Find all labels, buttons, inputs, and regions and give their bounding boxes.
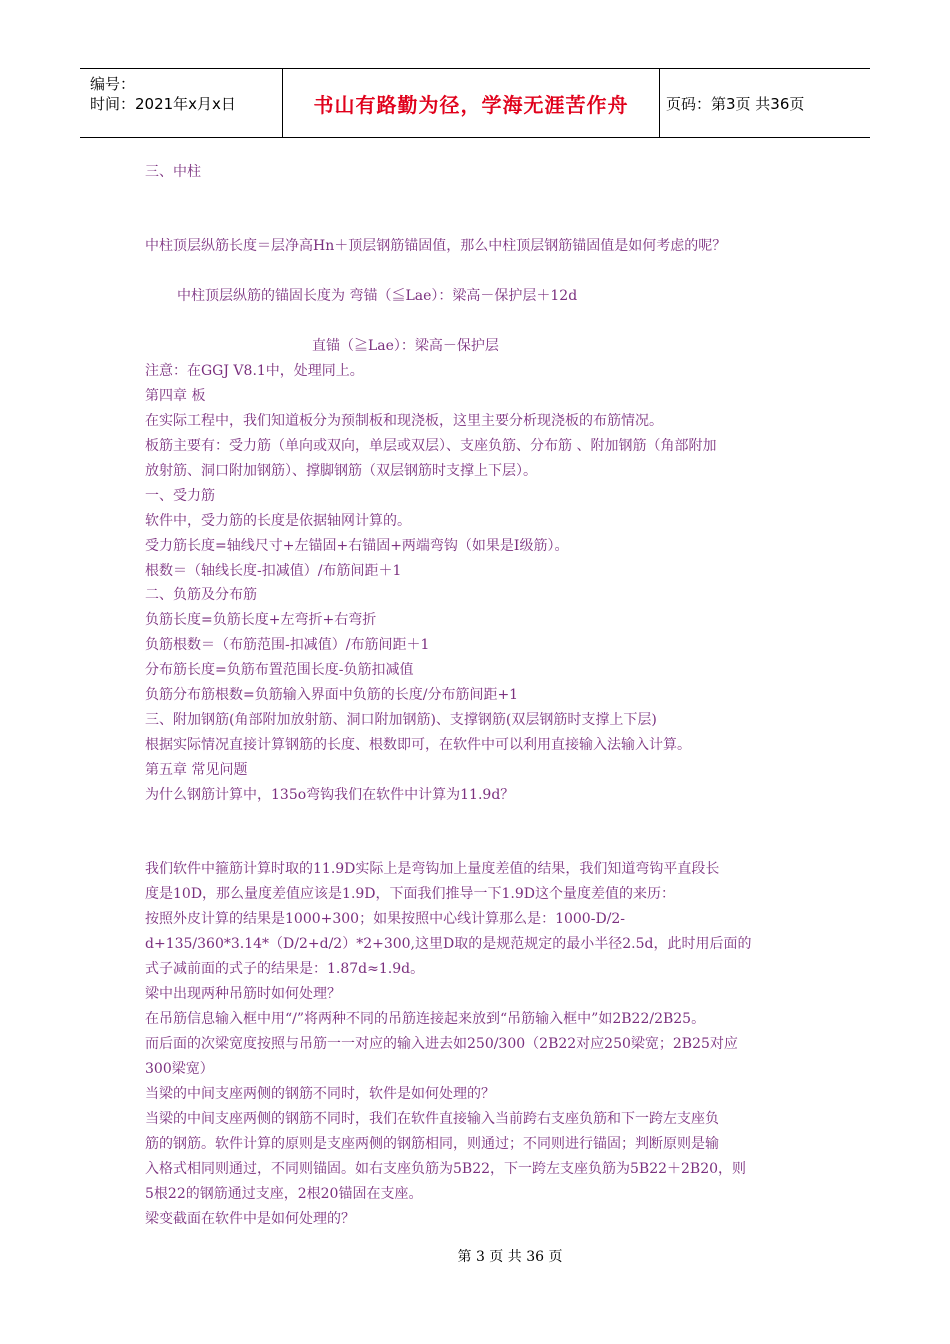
text-line: 筋的钢筋。软件计算的原则是支座两侧的钢筋相同，则通过；不同则进行锚固；判断原则是输 <box>145 1136 719 1152</box>
section-heading: 三、附加钢筋(角部附加放射筋、洞口附加钢筋)、支撑钢筋(双层钢筋时支撑上下层) <box>145 712 657 728</box>
text-line: 分布筋长度=负筋布置范围长度-负筋扣减值 <box>145 662 414 678</box>
text-line: d+135/360*3.14*（D/2+d/2）*2+300,这里D取的是规范规定的最小半径2.5d，此时用后面的 <box>145 936 752 952</box>
text-line: 直锚（≧Lae）：梁高－保护层 <box>312 338 499 354</box>
question-line: 梁变截面在软件中是如何处理的？ <box>145 1211 355 1227</box>
header-info-cell <box>80 69 283 137</box>
text-line: 而后面的次梁宽度按照与吊筋一一对应的输入进去如250/300（2B22对应250梁宽；2B25对应 <box>145 1036 738 1052</box>
text-line: 当梁的中间支座两侧的钢筋不同时，我们在软件直接输入当前跨右支座负筋和下一跨左支座负 <box>145 1111 719 1127</box>
chapter-heading: 第四章 板 <box>145 388 206 404</box>
chapter-heading: 第五章 常见问题 <box>145 762 248 778</box>
text-line: 放射筋、洞口附加钢筋）、撑脚钢筋（双层钢筋时支撑上下层）。 <box>145 463 537 479</box>
text-line: 负筋长度=负筋长度+左弯折+右弯折 <box>145 612 377 628</box>
section-heading: 三、中柱 <box>145 164 201 180</box>
text-line: 软件中，受力筋的长度是依据轴网计算的。 <box>145 513 411 529</box>
text-line: 式子减前面的式子的结果是：1.87d≈1.9d。 <box>145 961 425 977</box>
text-line: 注意：在GGJ V8.1中，处理同上。 <box>145 363 364 379</box>
page-header <box>80 68 870 138</box>
question-line: 梁中出现两种吊筋时如何处理？ <box>145 986 341 1002</box>
section-heading: 二、负筋及分布筋 <box>145 587 257 603</box>
page-number-label: 页码：第3页 共36页 <box>666 94 805 113</box>
text-line: 在吊筋信息输入框中用“/”将两种不同的吊筋连接起来放到“吊筋输入框中”如2B22/2B25。 <box>145 1011 706 1027</box>
section-heading: 一、受力筋 <box>145 488 215 504</box>
text-line: 根据实际情况直接计算钢筋的长度、根数即可，在软件中可以利用直接输入法输入计算。 <box>145 737 691 753</box>
text-line: 根数＝（轴线长度-扣减值）/布筋间距＋1 <box>145 563 402 579</box>
text-line: 我们软件中箍筋计算时取的11.9D实际上是弯钩加上量度差值的结果，我们知道弯钩平直段长 <box>145 861 720 877</box>
page-footer: 第 3 页 共 36 页 <box>457 1249 563 1265</box>
text-line: 中柱顶层纵筋长度＝层净高Hn＋顶层钢筋锚固值，那么中柱顶层钢筋锚固值是如何考虑的呢？ <box>145 238 727 254</box>
text-line: 负筋根数＝（布筋范围-扣减值）/布筋间距＋1 <box>145 637 430 653</box>
text-line: 按照外皮计算的结果是1000+300；如果按照中心线计算那么是：1000-D/2- <box>145 911 626 927</box>
text-line: 中柱顶层纵筋的锚固长度为 弯锚（≦Lae）：梁高－保护层＋12d <box>177 288 578 304</box>
text-line: 受力筋长度=轴线尺寸+左锚固+右锚固+两端弯钩（如果是Ⅰ级筋）。 <box>145 538 569 554</box>
text-line: 在实际工程中，我们知道板分为预制板和现浇板，这里主要分析现浇板的布筋情况。 <box>145 413 663 429</box>
text-line: 入格式相同则通过，不同则锚固。如右支座负筋为5B22，下一跨左支座负筋为5B22＋2B20，则 <box>145 1161 747 1177</box>
question-line: 为什么钢筋计算中，135o弯钩我们在软件中计算为11.9d？ <box>145 787 515 803</box>
text-line: 负筋分布筋根数=负筋输入界面中负筋的长度/分布筋间距+1 <box>145 687 519 703</box>
text-line: 度是10D，那么量度差值应该是1.9D，下面我们推导一下1.9D这个量度差值的来历： <box>145 886 676 902</box>
motto: 书山有路勤为径，学海无涯苦作舟 <box>283 69 660 137</box>
time-label: 时间：2021年x月x日 <box>90 95 236 113</box>
text-line: 板筋主要有：受力筋（单向或双向，单层或双层）、支座负筋、分布筋 、附加钢筋（角部附加 <box>145 438 717 454</box>
text-line: 300梁宽） <box>145 1061 214 1077</box>
question-line: 当梁的中间支座两侧的钢筋不同时，软件是如何处理的？ <box>145 1086 495 1102</box>
text-line: 5根22的钢筋通过支座，2根20锚固在支座。 <box>145 1186 423 1202</box>
number-label: 编号： <box>90 75 136 93</box>
